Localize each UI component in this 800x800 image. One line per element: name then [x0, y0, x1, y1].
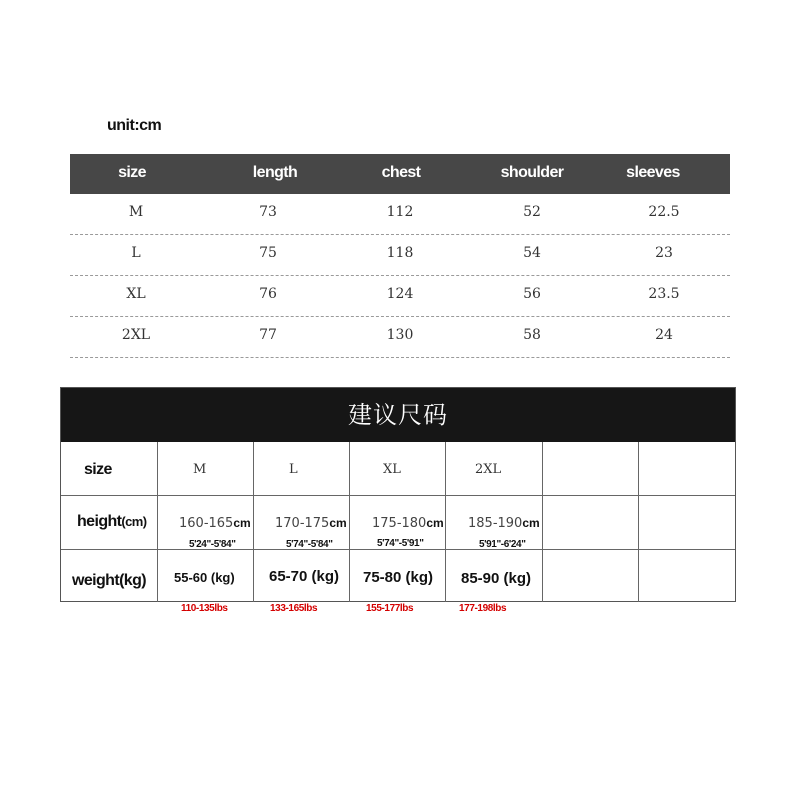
table-row: [70, 194, 730, 235]
row-divider: [61, 495, 735, 496]
height-value: 170-175: [275, 516, 330, 531]
lbs-m: 110-135lbs: [181, 603, 228, 614]
height-ft-m: 5'24"-5'84": [189, 539, 236, 550]
size-measurement-table: [70, 154, 730, 358]
height-value: 175-180: [372, 516, 427, 531]
cell-chest: 118: [386, 245, 414, 261]
lbs-2xl: 177-198lbs: [459, 603, 507, 614]
cell-chest: 130: [386, 327, 414, 343]
col-divider: [542, 442, 543, 602]
col-divider: [157, 442, 158, 602]
size-xl: XL: [383, 462, 401, 477]
header-length: length: [252, 164, 298, 181]
recommend-grid: [61, 442, 735, 602]
col-divider: [638, 442, 639, 602]
size-table-header: [70, 154, 730, 194]
height-2xl: [468, 516, 540, 531]
unit-label: unit:cm: [107, 117, 162, 134]
header-size: size: [118, 164, 146, 181]
height-unit: (cm): [121, 514, 147, 529]
height-unit-short: cm: [426, 516, 444, 530]
height-value: 160-165: [179, 516, 234, 531]
cell-sleeves: 23.5: [648, 286, 680, 302]
height-ft-2xl: 5'91"-6'24": [479, 539, 526, 550]
table-row: [70, 317, 730, 358]
cell-length: 77: [259, 327, 277, 343]
row-label-height: [77, 513, 146, 531]
cell-size: M: [128, 204, 144, 220]
weight-m: 55-60 (kg): [174, 570, 235, 585]
cell-sleeves: 24: [655, 327, 673, 343]
height-unit-short: cm: [522, 516, 540, 530]
recommend-title: 建议尺码: [61, 388, 735, 442]
height-ft-l: 5'74"-5'84": [286, 539, 333, 550]
cell-size: 2XL: [121, 327, 151, 343]
row-divider: [61, 549, 735, 550]
cell-shoulder: 58: [523, 327, 541, 343]
row-label-size: size: [84, 461, 112, 478]
height-value: 185-190: [468, 516, 523, 531]
cell-shoulder: 56: [523, 286, 541, 302]
height-label: height: [77, 513, 122, 530]
recommended-size-table: [60, 387, 736, 602]
header-shoulder: shoulder: [500, 164, 564, 181]
row-label-weight: weight(kg): [72, 572, 146, 589]
table-row: [70, 276, 730, 317]
height-m: [179, 516, 251, 531]
height-l: [275, 516, 347, 531]
cell-length: 76: [259, 286, 277, 302]
cell-length: 73: [259, 204, 277, 220]
col-divider: [445, 442, 446, 602]
cell-sleeves: 22.5: [648, 204, 680, 220]
height-unit-short: cm: [233, 516, 251, 530]
col-divider: [253, 442, 254, 602]
weight-l: 65-70 (kg): [269, 568, 340, 585]
lbs-xl: 155-177lbs: [366, 603, 414, 614]
col-divider: [349, 442, 350, 602]
height-xl: [372, 516, 444, 531]
cell-size: XL: [126, 286, 146, 302]
header-chest: chest: [381, 164, 421, 181]
height-unit-short: cm: [329, 516, 347, 530]
cell-chest: 124: [386, 286, 414, 302]
size-m: M: [193, 462, 207, 477]
cell-size: L: [131, 245, 141, 261]
cell-chest: 112: [386, 204, 414, 220]
table-row: [70, 235, 730, 276]
weight-2xl: 85-90 (kg): [461, 570, 532, 587]
header-sleeves: sleeves: [626, 164, 680, 181]
weight-xl: 75-80 (kg): [363, 569, 434, 586]
size-2xl: 2XL: [475, 462, 502, 477]
cell-shoulder: 52: [523, 204, 541, 220]
height-ft-xl: 5'74"-5'91": [377, 538, 424, 549]
cell-length: 75: [259, 245, 277, 261]
cell-sleeves: 23: [655, 245, 673, 261]
size-l: L: [289, 462, 298, 477]
cell-shoulder: 54: [523, 245, 541, 261]
lbs-l: 133-165lbs: [270, 603, 318, 614]
